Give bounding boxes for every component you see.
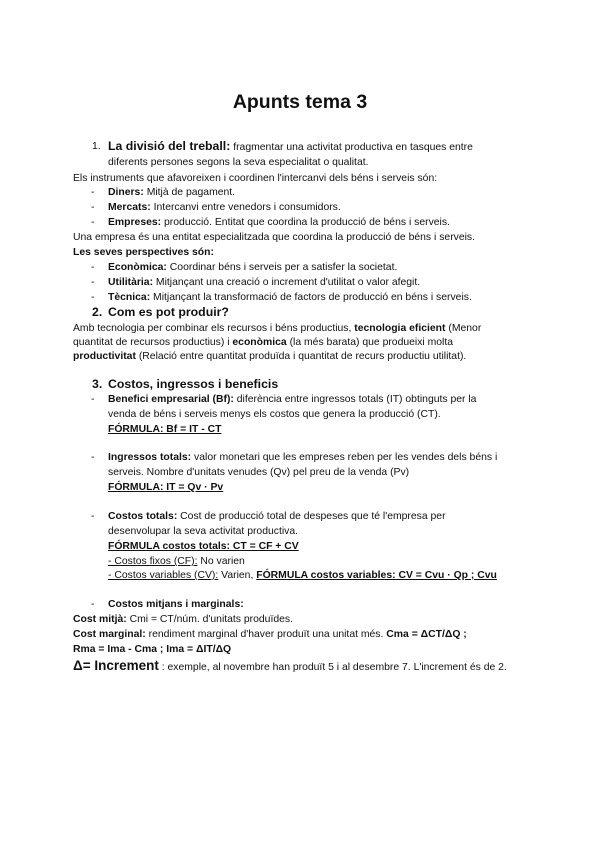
cost-marginal-line xyxy=(73,628,467,641)
section-2-text: (Relació entre quantitat produïda i quantitat de recurs productiu utilitat). xyxy=(135,351,467,362)
term-tecnologia-eficient: tecnologia eficient xyxy=(354,323,446,334)
benefici-continuation: venda de béns i serveis menys els costos que genera la producció (CT). xyxy=(108,409,441,420)
costs-bullet: - xyxy=(91,511,95,522)
costos-totals-formula xyxy=(108,540,299,553)
costs-bullet: - xyxy=(91,394,95,405)
costos-totals-term: Costos totals: xyxy=(108,511,178,522)
section-1-text: fragmentar una activitat productiva en tasques entre xyxy=(230,142,473,153)
instrument-bullet: - xyxy=(91,187,95,198)
perspective-bullet: - xyxy=(91,262,95,273)
term-productivitat: productivitat xyxy=(73,351,136,362)
cost-mitja-text: Cmi = CT/núm. d'unitats produïdes. xyxy=(126,614,293,625)
instrument-text: Intercanvi entre venedors i consumidors. xyxy=(150,202,341,213)
section-2-text: quantitat de recursos productius) i xyxy=(73,337,233,348)
perspective-text: Mitjançant una creació o increment d'utilitat o valor afegit. xyxy=(153,277,421,288)
section-3-heading: Costos, ingressos i beneficis xyxy=(108,377,279,391)
costos-variables-formula: FÓRMULA costos variables: CV = Cvu · Qp ; Cvu xyxy=(256,570,497,581)
costos-variables-line xyxy=(108,569,497,582)
costos-variables-text: Varien, xyxy=(218,570,257,581)
instrument-bullet: - xyxy=(91,217,95,228)
costos-mitjans-heading xyxy=(108,598,244,611)
perspective-bullet: - xyxy=(91,277,95,288)
costs-bullet: - xyxy=(91,452,95,463)
costos-fixos-text: No varien xyxy=(197,556,245,567)
section-1-number: 1. xyxy=(92,141,101,152)
perspectives-heading-text: Les seves perspectives són: xyxy=(73,247,214,258)
instrument-bullet: - xyxy=(91,202,95,213)
perspective-text: Mitjançant la transformació de factors de producció en béns i serveis. xyxy=(150,292,472,303)
costs-bullet: - xyxy=(91,599,95,610)
increment-term: Δ= Increment xyxy=(73,658,159,673)
instrument-term: Empreses: xyxy=(108,217,162,228)
rma-formula-line xyxy=(73,643,231,656)
page-title: Apunts tema 3 xyxy=(232,91,368,113)
section-2-heading: Com es pot produir? xyxy=(108,305,229,319)
cost-marginal-text: rendiment marginal d'haver produït una unitat més. xyxy=(145,629,387,640)
benefici-formula-text: FÓRMULA: Bf = IT - CT xyxy=(108,424,222,435)
perspective-text: Coordinar béns i serveis per a satisfer la societat. xyxy=(166,262,398,273)
instruments-intro: Els instruments que afavoreixen i coordinen l'intercanvi dels béns i serveis són: xyxy=(73,173,438,184)
ingressos-term: Ingressos totals: xyxy=(108,452,192,463)
costos-totals-continuation: desenvolupar la seva activitat productiva. xyxy=(108,526,299,537)
term-economica: econòmica xyxy=(232,337,287,348)
costos-mitjans-term: Costos mitjans i marginals: xyxy=(108,599,244,610)
perspective-item-economica xyxy=(108,261,397,274)
cost-mitja-line xyxy=(73,613,293,626)
cost-mitja-term: Cost mitjà: xyxy=(73,614,127,625)
instrument-text: Mitjà de pagament. xyxy=(143,187,236,198)
section-1-heading: La divisió del treball: xyxy=(108,139,231,153)
rma-formula: Rma = Ima - Cma ; Ima = ΔIT/ΔQ xyxy=(73,644,232,655)
perspective-item-utilitaria xyxy=(108,276,420,289)
instrument-item-mercats xyxy=(108,201,341,214)
ingressos-line xyxy=(108,451,497,464)
costos-totals-formula-text: FÓRMULA costos totals: CT = CF + CV xyxy=(108,541,299,552)
section-1-line xyxy=(108,140,473,154)
instrument-item-empreses xyxy=(108,216,450,229)
perspective-term: Utilitària: xyxy=(108,277,154,288)
instrument-term: Diners: xyxy=(108,187,144,198)
ingressos-continuation: serveis. Nombre d'unitats venudes (Qv) pel preu de la venda (Pv) xyxy=(108,467,410,478)
benefici-line xyxy=(108,393,476,406)
increment-line xyxy=(73,659,507,674)
instrument-text: producció. Entitat que coordina la producció de béns i serveis. xyxy=(161,217,450,228)
benefici-term: Benefici empresarial (Bf): xyxy=(108,394,234,405)
ingressos-formula-text: FÓRMULA: IT = Qv · Pv xyxy=(108,482,224,493)
benefici-text: diferència entre ingressos totals (IT) obtinguts per la xyxy=(233,394,477,405)
perspectives-heading xyxy=(73,246,214,259)
section-2-number: 2. xyxy=(92,305,103,319)
section-3-number: 3. xyxy=(92,377,103,391)
perspective-term: Tècnica: xyxy=(108,292,151,303)
costos-variables-label: - Costos variables (CV): xyxy=(108,570,219,581)
increment-text: : exemple, al novembre han produït 5 i al desembre 7. L'increment és de 2. xyxy=(158,662,507,673)
costos-totals-text: Cost de producció total de despeses que té l'empresa per xyxy=(177,511,446,522)
section-2-text: (Menor xyxy=(445,323,482,334)
perspective-term: Econòmica: xyxy=(108,262,167,273)
empresa-definition: Una empresa és una entitat especialitzada que coordina la producció de béns i serveis. xyxy=(73,232,476,243)
section-1-continuation: diferents persones segons la seva especialitat o qualitat. xyxy=(108,157,369,168)
section-2-line-1 xyxy=(73,322,481,335)
cost-marginal-formula: Cma = ΔCT/ΔQ ; xyxy=(386,629,467,640)
perspective-bullet: - xyxy=(91,292,95,303)
section-2-text: Amb tecnologia per combinar els recursos i béns productius, xyxy=(73,323,355,334)
instrument-term: Mercats: xyxy=(108,202,151,213)
ingressos-text: valor monetari que les empreses reben per les vendes dels béns i xyxy=(191,452,498,463)
ingressos-formula xyxy=(108,481,223,494)
cost-marginal-term: Cost marginal: xyxy=(73,629,146,640)
costos-fixos-line xyxy=(108,555,245,568)
instrument-item-diners xyxy=(108,186,235,199)
costos-totals-line xyxy=(108,510,446,523)
costos-fixos-label: - Costos fixos (CF): xyxy=(108,556,198,567)
section-2-line-3 xyxy=(73,350,466,363)
section-2-line-2 xyxy=(73,336,453,349)
perspective-item-tecnica xyxy=(108,291,472,304)
benefici-formula xyxy=(108,423,221,436)
section-2-text: (la més barata) que produeixi molta xyxy=(286,337,454,348)
